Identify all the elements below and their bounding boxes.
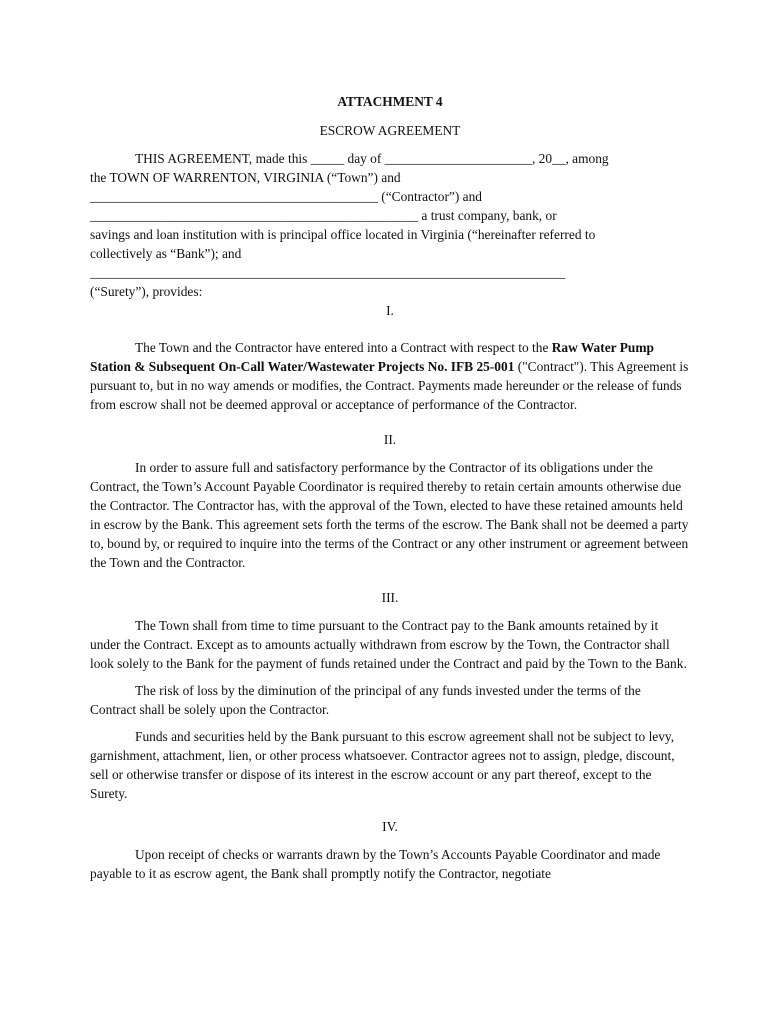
section-3-paragraph-1: The Town shall from time to time pursuant to the Contract pay to the Bank amounts retained by it under the Contract. Except as to amounts actually withdrawn from escrow by the Town, the Contractor shall look solely to the Bank for the payment of funds retained under the Contract and paid by the Town to the Bank.	[90, 618, 687, 671]
document-title: ATTACHMENT 4	[337, 94, 443, 109]
section-3-paragraph-2: The risk of loss by the diminution of the principal of any funds invested under the terms of the Contract shall be solely upon the Contractor.	[90, 683, 641, 717]
section-numeral: II.	[383, 432, 397, 447]
preamble-line-2: the TOWN OF WARRENTON, VIRGINIA (“Town”) and	[90, 170, 401, 185]
section-1	[90, 301, 690, 414]
section-1-paragraph	[90, 338, 690, 414]
preamble-line-3: ___________________________________________ (“Contractor”) and	[90, 189, 482, 204]
section-numeral: I.	[386, 303, 394, 318]
section-4-paragraph: Upon receipt of checks or warrants drawn by the Town’s Accounts Payable Coordinator and made payable to it as escrow agent, the Bank shall promptly notify the Contractor, negotiate	[90, 847, 661, 881]
section-2-paragraph: In order to assure full and satisfactory performance by the Contractor of its obligations under the Contract, the Town’s Account Payable Coordinator is required thereby to retain certain amounts otherwise due the Contractor. The Contractor has, with the approval of the Town, elected to have these retained amounts held in escrow by the Bank. This agreement sets forth the terms of the escrow. The Bank shall not be deemed a party to, bound by, or required to inquire into the terms of the Contract or any other instrument or agreement between the Town and the Contractor.	[90, 460, 689, 570]
document-page	[90, 92, 690, 883]
preamble	[90, 149, 690, 301]
preamble-line-1: THIS AGREEMENT, made this _____ day of ______________________, 20__, among	[135, 151, 609, 166]
section-2	[90, 430, 690, 572]
paragraph-text: The Town and the Contractor have entered into a Contract with respect to the	[135, 340, 552, 355]
paragraph-text: ("Contract"). This Agreement is pursuant to, but in no way amends or modifies, the Contract. Payments made hereunder or the release of funds from escrow shall not be deemed approval or acceptance of performance of the Contractor.	[90, 359, 689, 412]
section-3	[90, 588, 690, 803]
preamble-line-8: (“Surety”), provides:	[90, 284, 203, 299]
section-numeral: IV.	[382, 819, 398, 834]
document-subtitle: ESCROW AGREEMENT	[319, 123, 461, 138]
section-3-paragraph-3: Funds and securities held by the Bank pursuant to this escrow agreement shall not be subject to levy, garnishment, attachment, lien, or other process whatsoever. Contractor agrees not to assign, pledge, discount, sell or otherwise transfer or dispose of its interest in the escrow account or any part thereof, except to the Surety.	[90, 729, 675, 801]
preamble-line-7: _______________________________________________________________________	[90, 265, 566, 280]
preamble-line-5: savings and loan institution with is principal office located in Virginia (“hereinafter referred to	[90, 227, 596, 242]
section-4	[90, 817, 690, 883]
preamble-line-4: _________________________________________________ a trust company, bank, or	[90, 208, 557, 223]
section-numeral: III.	[381, 590, 399, 605]
contract-name-bold: Raw Water Pump Station & Subsequent On-Call Water/Wastewater Projects No. IFB 25-001	[90, 340, 654, 374]
preamble-line-6: collectively as “Bank”); and	[90, 246, 242, 261]
